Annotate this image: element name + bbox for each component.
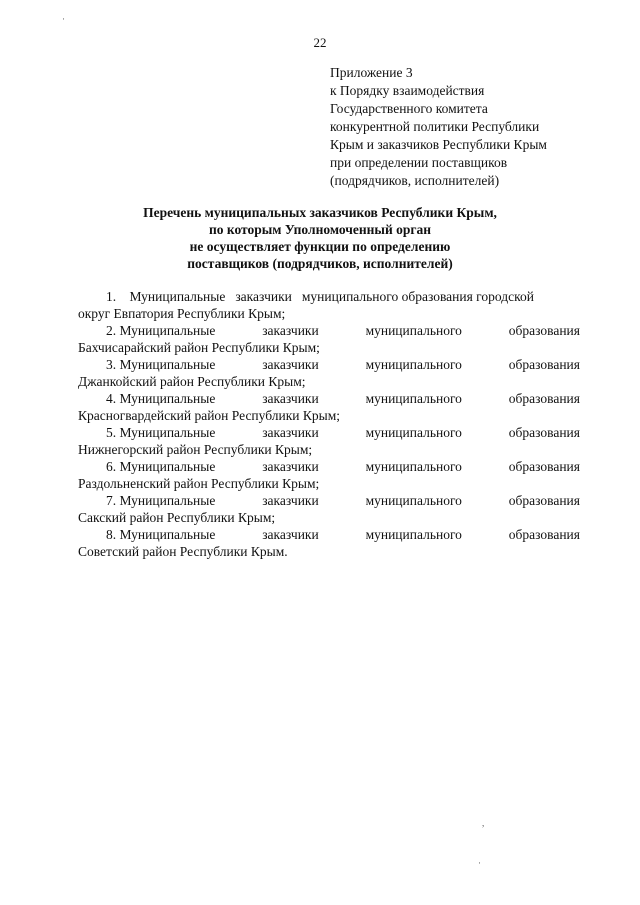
item-word: муниципального — [365, 527, 462, 542]
item-word: муниципального — [365, 493, 462, 508]
appendix-line: (подрядчиков, исполнителей) — [330, 173, 500, 188]
item-number-and-word: 6. Муниципальные — [106, 459, 216, 474]
item-number-and-word: 5. Муниципальные — [106, 425, 216, 440]
list-item-second-line: Нижнегорский район Республики Крым; — [78, 442, 313, 457]
title-line: поставщиков (подрядчиков, исполнителей) — [187, 256, 453, 271]
item-word: муниципального — [365, 459, 462, 474]
item-word: образования — [508, 425, 580, 440]
list-item-first-line — [78, 288, 580, 305]
appendix-line: Крым и заказчиков Республики Крым — [330, 137, 547, 152]
item-word: заказчики — [262, 391, 319, 406]
appendix-line: конкурентной политики Республики — [330, 119, 540, 134]
list-item — [78, 458, 580, 492]
appendix-line: к Порядку взаимодействия — [330, 83, 485, 98]
item-word: образования — [508, 459, 580, 474]
item-number-and-word: 1. Муниципальные — [106, 289, 226, 304]
item-word: муниципального образования городской — [301, 289, 534, 304]
item-word: муниципального — [365, 391, 462, 406]
item-word: муниципального — [365, 323, 462, 338]
item-word: заказчики — [262, 527, 319, 542]
list-item-second-line: Красногвардейский район Республики Крым; — [78, 408, 341, 423]
item-word: образования — [508, 527, 580, 542]
appendix-block — [330, 64, 547, 190]
title-line: по которым Уполномоченный орган — [208, 222, 432, 237]
list-item-second-line: округ Евпатория Республики Крым; — [78, 306, 286, 321]
document-title — [0, 204, 640, 272]
scan-speck: · — [62, 14, 65, 24]
list-item-first-line — [78, 526, 580, 543]
list-item — [78, 492, 580, 526]
appendix-line: при определении поставщиков — [330, 155, 508, 170]
title-line: Перечень муниципальных заказчиков Республики Крым, — [143, 205, 497, 220]
appendix-line: Приложение 3 — [330, 65, 413, 80]
list-item-first-line — [78, 390, 580, 407]
item-word: образования — [508, 493, 580, 508]
list-item-first-line — [78, 322, 580, 339]
customer-list — [78, 288, 580, 560]
list-item — [78, 356, 580, 390]
list-item — [78, 322, 580, 356]
list-item-first-line — [78, 458, 580, 475]
item-word: образования — [508, 357, 580, 372]
item-number-and-word: 4. Муниципальные — [106, 391, 216, 406]
item-number-and-word: 8. Муниципальные — [106, 527, 216, 542]
item-word: заказчики — [262, 459, 319, 474]
item-word: муниципального — [365, 425, 462, 440]
item-word: муниципального — [365, 357, 462, 372]
scan-speck: · — [478, 858, 481, 868]
scan-speck: , — [482, 818, 485, 828]
list-item-second-line: Сакский район Республики Крым; — [78, 510, 276, 525]
appendix-line: Государственного комитета — [330, 101, 488, 116]
list-item — [78, 390, 580, 424]
list-item-first-line — [78, 424, 580, 441]
item-word: образования — [508, 323, 580, 338]
item-word: заказчики — [235, 289, 292, 304]
item-word: заказчики — [262, 357, 319, 372]
list-item-first-line — [78, 356, 580, 373]
item-word: заказчики — [262, 425, 319, 440]
item-number-and-word: 7. Муниципальные — [106, 493, 216, 508]
list-item-second-line: Советский район Республики Крым. — [78, 544, 288, 559]
list-item — [78, 288, 580, 322]
item-number-and-word: 3. Муниципальные — [106, 357, 216, 372]
item-word: образования — [508, 391, 580, 406]
title-line: не осуществляет функции по определению — [189, 239, 451, 254]
item-number-and-word: 2. Муниципальные — [106, 323, 216, 338]
list-item-second-line: Бахчисарайский район Республики Крым; — [78, 340, 320, 355]
list-item-second-line: Раздольненский район Республики Крым; — [78, 476, 320, 491]
list-item — [78, 424, 580, 458]
list-item-first-line — [78, 492, 580, 509]
list-item — [78, 526, 580, 560]
item-word: заказчики — [262, 493, 319, 508]
page-number: 22 — [313, 35, 327, 50]
item-word: заказчики — [262, 323, 319, 338]
list-item-second-line: Джанкойский район Республики Крым; — [78, 374, 306, 389]
